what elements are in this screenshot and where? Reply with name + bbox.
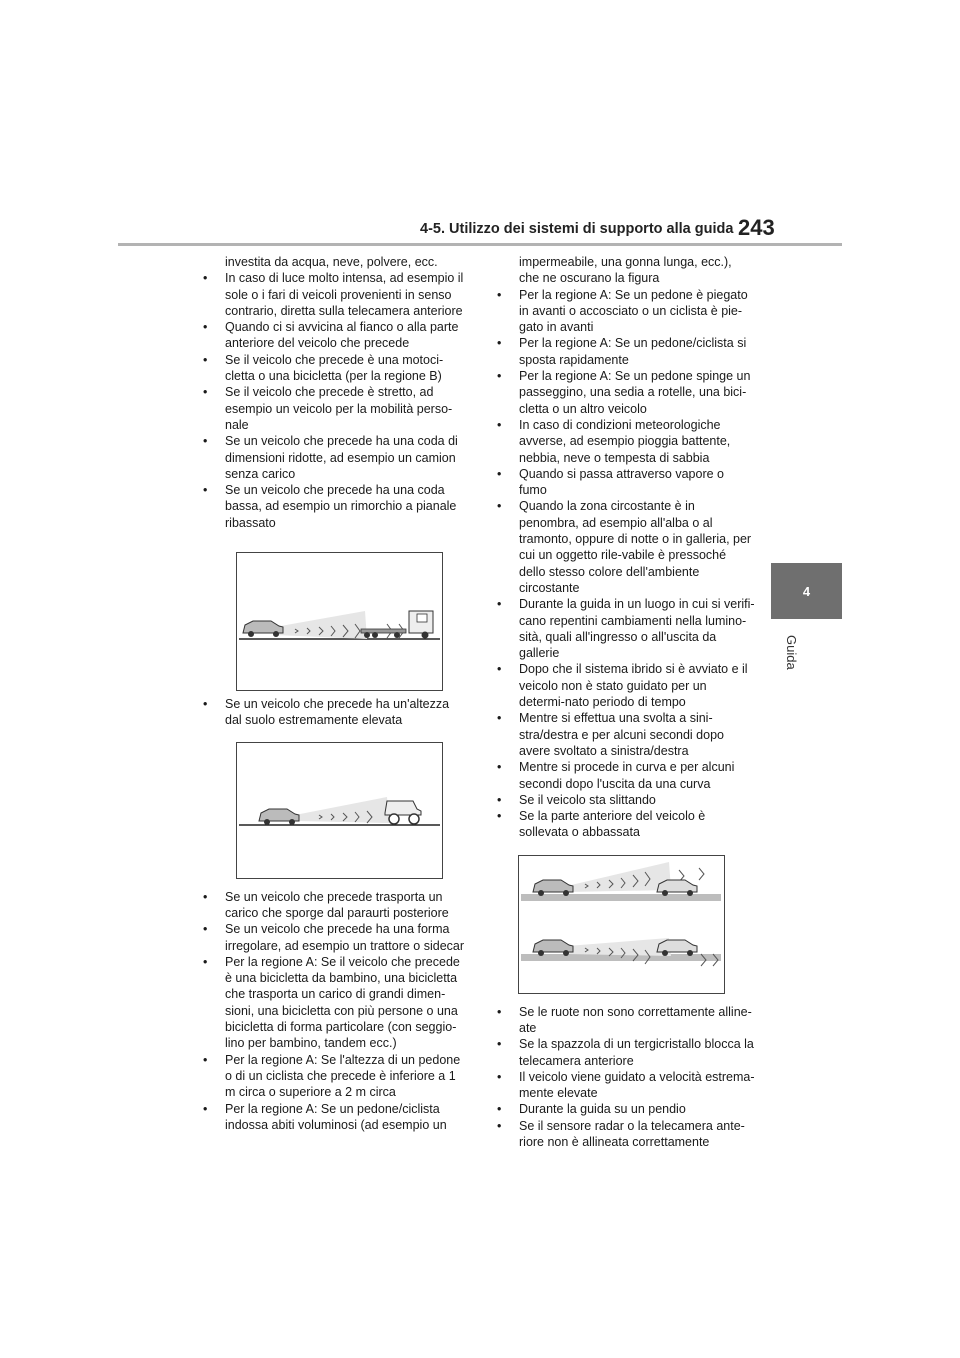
figure-vehicle-pitch: [518, 855, 725, 994]
list-item-text: Se il sensore radar o la telecamera ante-riore non è allineata correttamente: [519, 1118, 745, 1150]
bullet-marker: •: [497, 466, 502, 481]
list-item: [493, 254, 755, 287]
list-item: [199, 921, 469, 954]
bullet-marker: •: [203, 697, 208, 712]
bullet-marker: •: [497, 760, 502, 775]
list-item: [493, 417, 755, 466]
list-item: [199, 482, 469, 531]
bullet-marker: •: [497, 792, 502, 807]
list-item-text: Se un veicolo che precede ha un'altezza dal suolo estremamente elevata: [225, 697, 450, 728]
bullet-marker: •: [203, 922, 208, 937]
bullet-marker: •: [203, 954, 208, 969]
list-item-text: Durante la guida su un pendio: [519, 1102, 686, 1117]
list-item-text: Mentre si procede in curva e per alcuni secondi dopo l'uscita da una curva: [519, 760, 735, 791]
list-item: [493, 498, 755, 596]
bullet-marker: •: [203, 271, 208, 286]
list-item-text: Per la regione A: Se il veicolo che precede è una bicicletta da bambino, una bicicletta che trasporta un carico di grandi dimen-sioni, una bicicletta con più persone o una bicicletta di forma particolare (con seggio-lino per bambino, tandem ecc.): [225, 954, 460, 1051]
bullet-marker: •: [203, 434, 208, 449]
list-item-text: investita da acqua, neve, polvere, ecc.: [225, 255, 438, 269]
list-item-text: impermeabile, una gonna lunga, ecc.), che ne oscurano la figura: [519, 255, 732, 286]
list-item-text: Se la spazzola di un tergicristallo blocca la telecamera anteriore: [519, 1037, 754, 1068]
bullet-marker: •: [497, 1102, 502, 1117]
left-bullet-list-2: [199, 696, 469, 729]
bullet-marker: •: [497, 662, 502, 677]
list-item-text: Se il veicolo sta slittando: [519, 792, 656, 807]
chapter-label: Guida: [784, 634, 799, 670]
list-item: [199, 384, 469, 433]
bullet-marker: •: [497, 809, 502, 824]
list-item: [493, 792, 755, 808]
list-item: [199, 270, 469, 319]
list-item-text: Quando si passa attraverso vapore o fumo: [519, 466, 724, 498]
list-item: [493, 1036, 755, 1069]
car-icon: [657, 940, 697, 956]
page-number: 243: [738, 215, 775, 240]
list-item: [493, 1101, 755, 1117]
right-column: [493, 254, 755, 1150]
car-icon: [533, 940, 573, 956]
list-item-text: Per la regione A: Se un pedone spinge un passeggino, una sedia a rotelle, una bici-cletta o un altro veicolo: [519, 369, 751, 416]
bullet-marker: •: [203, 385, 208, 400]
list-item: [199, 433, 469, 482]
list-item-text: Se un veicolo che precede ha una coda bassa, ad esempio un rimorchio a pianale ribassato: [225, 483, 457, 530]
list-item-text: Quando ci si avvicina al fianco o alla parte anteriore del veicolo che precede: [225, 320, 459, 351]
list-item: [199, 1101, 469, 1134]
list-item: [493, 1004, 755, 1037]
bullet-marker: •: [497, 1118, 502, 1133]
list-item-text: Quando la zona circostante è in penombra, ad esempio all'alba o al tramonto, oppure di notte o in galleria, per cui un oggetto rile-vabile è pressoché dello stesso colore dell'ambiente circostante: [519, 499, 752, 595]
list-item: [199, 889, 469, 922]
list-item: [493, 1118, 755, 1151]
car-icon: [533, 880, 573, 896]
list-item: [493, 1069, 755, 1102]
bullet-marker: •: [497, 287, 502, 302]
bullet-marker: •: [497, 336, 502, 351]
left-bullet-list: [199, 254, 469, 531]
page-header-title: 4-5. Utilizzo dei sistemi di supporto alla guida: [420, 221, 734, 237]
list-item-text: Per la regione A: Se un pedone è piegato in avanti o accosciato o un ciclista è pie-gato in avanti: [519, 287, 748, 335]
right-bullet-list-2: [493, 1004, 755, 1151]
list-item: [493, 466, 755, 499]
bullet-marker: •: [497, 369, 502, 384]
figure-high-clearance-vehicle: [236, 742, 443, 879]
chapter-tab: 4: [771, 563, 842, 619]
bullet-marker: •: [497, 1037, 502, 1052]
car-icon: [259, 809, 299, 825]
car-icon: [657, 880, 697, 896]
list-item-text: Per la regione A: Se un pedone/ciclista si sposta rapidamente: [519, 336, 747, 367]
header-divider: [118, 243, 842, 246]
list-item-text: In caso di luce molto intensa, ad esempio il sole o i fari di veicoli provenienti in senso contrario, diretta sulla telecamera anteriore: [225, 271, 464, 318]
list-item: [199, 954, 469, 1052]
list-item-text: Per la regione A: Se un pedone/ciclista indossa abiti voluminosi (ad esempio un: [225, 1101, 447, 1132]
left-bullet-list-3: [199, 889, 469, 1133]
list-item: [493, 710, 755, 759]
list-item: [493, 335, 755, 368]
list-item: [493, 596, 755, 661]
bullet-marker: •: [203, 352, 208, 367]
list-item-text: Durante la guida in un luogo in cui si verifi-cano repentini cambiamenti nella lumino-sità, quali all'ingresso o all'uscita da gallerie: [519, 597, 755, 661]
list-item-text: Se il veicolo che precede è una motoci-cletta o una bicicletta (per la regione B): [225, 352, 444, 384]
list-item: [493, 808, 755, 841]
bullet-marker: •: [203, 320, 208, 335]
truck-trailer-icon: [361, 611, 433, 639]
bullet-marker: •: [203, 1052, 208, 1067]
figure-low-trailer: [236, 552, 443, 691]
right-bullet-list: [493, 254, 755, 841]
suv-icon: [385, 801, 421, 824]
list-item-text: Per la regione A: Se l'altezza di un pedone o di un ciclista che precede è inferiore a 1 m circa o superiore a 2 m circa: [225, 1052, 461, 1100]
list-item: [199, 696, 469, 729]
list-item-text: Se un veicolo che precede trasporta un carico che sporge dal paraurti posteriore: [225, 889, 449, 920]
list-item: [199, 352, 469, 385]
list-item-text: Se il veicolo che precede è stretto, ad esempio un veicolo per la mobilità perso-nale: [225, 385, 453, 432]
list-item: [199, 1052, 469, 1101]
list-item-text: Se un veicolo che precede ha una coda di dimensioni ridotte, ad esempio un camion senza carico: [225, 434, 458, 481]
bullet-marker: •: [497, 1004, 502, 1019]
list-item: [199, 319, 469, 352]
list-item: [493, 661, 755, 710]
list-item-text: Se un veicolo che precede ha una forma irregolare, ad esempio un trattore o sidecar: [225, 922, 465, 953]
bullet-marker: •: [497, 1069, 502, 1084]
bullet-marker: •: [203, 889, 208, 904]
list-item-text: In caso di condizioni meteorologiche avverse, ad esempio pioggia battente, nebbia, neve o tempesta di sabbia: [519, 417, 731, 465]
bullet-marker: •: [203, 483, 208, 498]
list-item-text: Dopo che il sistema ibrido si è avviato e il veicolo non è stato guidato per un determi-nato periodo di tempo: [519, 662, 748, 710]
bullet-marker: •: [497, 597, 502, 612]
list-item-text: Mentre si effettua una svolta a sini-stra/destra e per alcuni secondi dopo avere svoltato a sinistra/destra: [519, 711, 724, 758]
bullet-marker: •: [203, 1101, 208, 1116]
list-item-text: Il veicolo viene guidato a velocità estrema-mente elevate: [519, 1069, 755, 1101]
list-item: [199, 254, 469, 270]
list-item-text: Se la parte anteriore del veicolo è sollevata o abbassata: [519, 809, 706, 840]
bullet-marker: •: [497, 499, 502, 514]
bullet-marker: •: [497, 711, 502, 726]
list-item: [493, 759, 755, 792]
list-item: [493, 287, 755, 336]
bullet-marker: •: [497, 417, 502, 432]
list-item: [493, 368, 755, 417]
car-icon: [243, 621, 283, 637]
left-column: [199, 254, 469, 1133]
list-item-text: Se le ruote non sono correttamente alline-ate: [519, 1004, 752, 1035]
